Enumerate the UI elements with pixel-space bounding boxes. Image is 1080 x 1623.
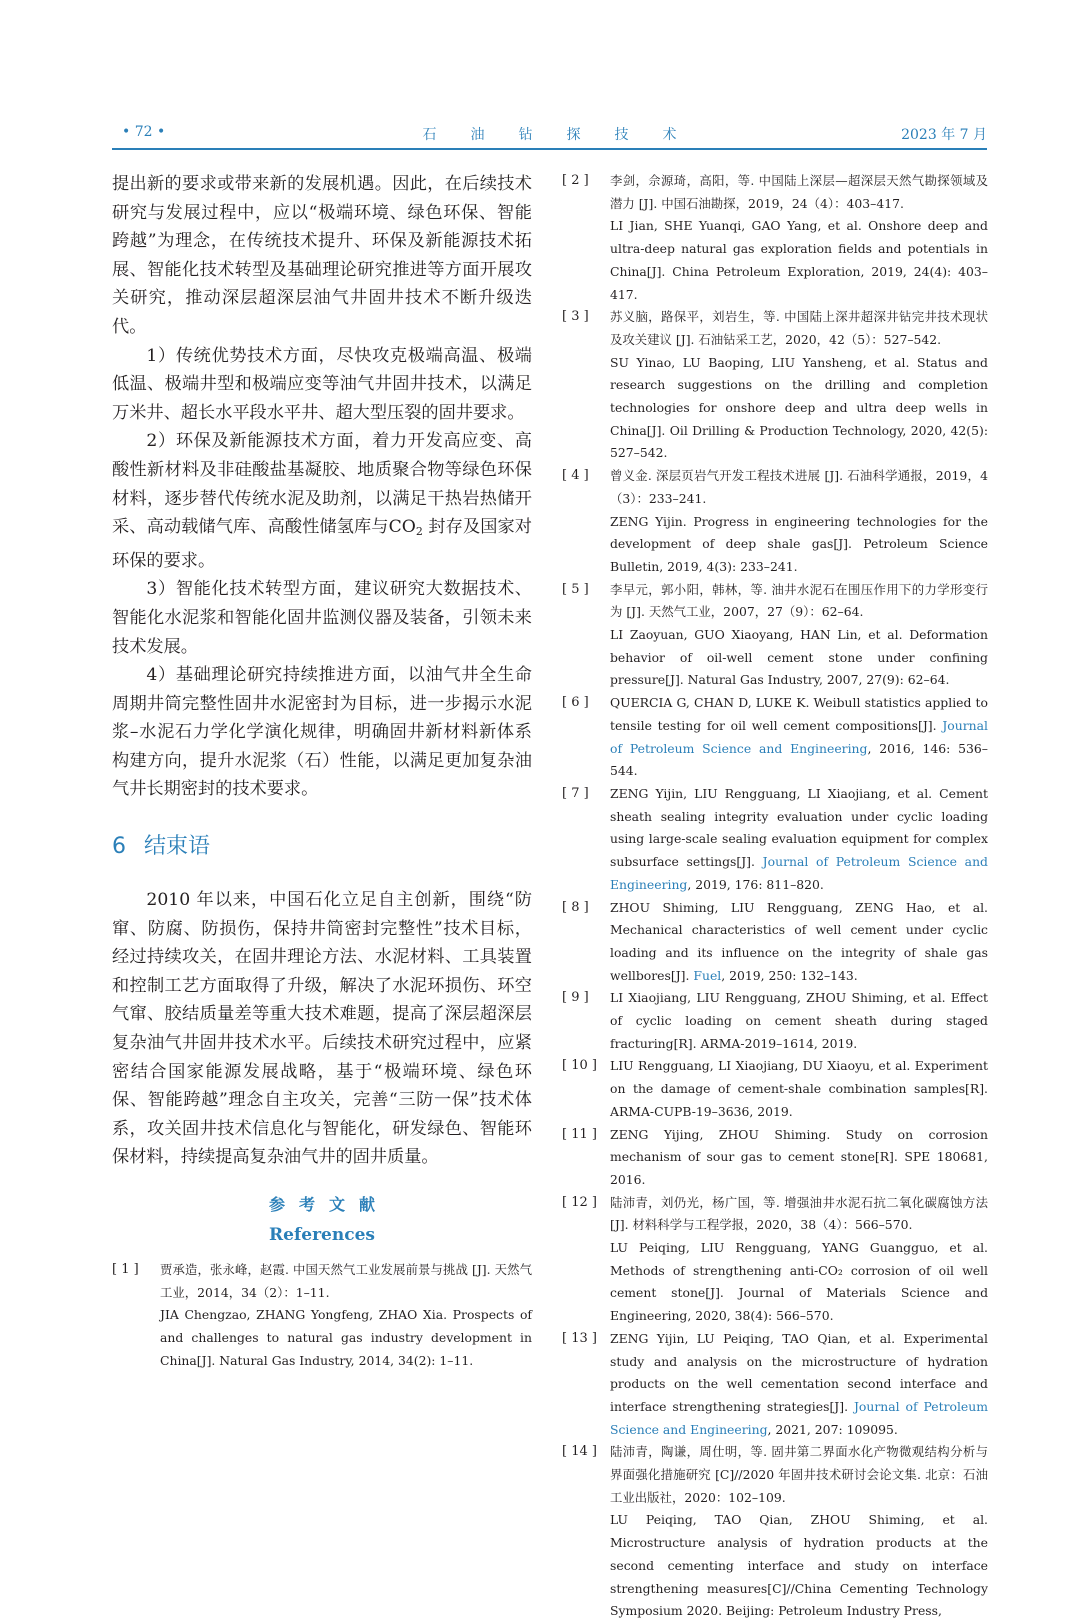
body-paragraph: 2010 年以来，中国石化立足自主创新，围绕“防窜、防腐、防损伤，保持井筒密封完整性”技术目标，经过持续攻关，在固井理论方法、水泥材料、工具装置和控制工艺方面取得了升级，解决了水泥环损伤、环空气窜、胶结质量差等重大技术难题，提高了深层超深层复杂油气井固井技术水平。后续技术研究过程中，应紧密结合国家能源发展战略，基于“极端环境、绿色环保、智能跨越”理念自主攻关，完善“三防一保”技术体系，攻关固井技术信息化与智能化，研发绿色、智能环保材料，持续提高复杂油气井的固井质量。 <box>112 890 532 1168</box>
reference-item <box>562 897 988 988</box>
reference-text: LI Xiaojiang, LIU Rengguang, ZHOU Shiming, et al. Effect of cyclic loading on cement sheath during staged fracturing[R]. ARMA-2019–1614, 2019. <box>610 990 988 1051</box>
reference-item <box>562 1328 988 1442</box>
reference-item <box>562 783 988 897</box>
reference-item <box>562 1441 988 1623</box>
page-number: • 72 • <box>122 124 166 140</box>
reference-text: 陆沛青，刘仍光，杨广国，等. 增强油井水泥石抗二氧化碳腐蚀方法 [J]. 材料科学与工程学报，2020，38（4）：566–570. <box>610 1194 988 1233</box>
body-paragraph: 4）基础理论研究持续推进方面，以油气井全生命周期井筒完整性固井水泥密封为目标，进一步揭示水泥浆–水泥石力学化学演化规律，明确固井新材料新体系构建方向，提升水泥浆（石）性能，以满足更加复杂油气井长期密封的技术要求。 <box>112 665 532 800</box>
reference-text: LU Peiqing, LIU Rengguang, YANG Guangguo, et al. Methods of strengthening anti-CO₂ corrosion of oil well cement stone[J]. Journal of Materials Science and Engineering, 2020, 38(4): 566–570. <box>610 1240 988 1324</box>
reference-text: 贾承造，张永峰，赵霞. 中国天然气工业发展前景与挑战 [J]. 天然气工业，2014，34（2）：1–11. <box>160 1262 532 1300</box>
reference-item <box>562 306 988 465</box>
journal-link[interactable]: Fuel <box>693 967 722 983</box>
reference-number: [ 12 ] <box>562 1194 597 1210</box>
reference-text: SU Yinao, LU Baoping, LIU Yansheng, et al. Status and research suggestions on the drilling and completion technologies for onshore deep and ultra deep wells in China[J]. Oil Drilling & Production Technology, 2020, 42(5): 527–542. <box>610 354 988 461</box>
reference-number: [ 2 ] <box>562 173 589 188</box>
reference-number: [ 3 ] <box>562 309 589 325</box>
reference-number: [ 8 ] <box>562 899 589 915</box>
reference-number: [ 14 ] <box>562 1444 597 1460</box>
reference-text: ZENG Yijing, ZHOU Shiming. Study on corrosion mechanism of sour gas to cement stone[R]. SPE 180681, 2016. <box>610 1126 988 1187</box>
reference-item <box>562 579 988 693</box>
reference-text: QUERCIA G, CHAN D, LUKE K. Weibull statistics applied to tensile testing for oil well cement compositions[J]. Journal of Petroleum Science and Engineering, 2016, 146: 536–544. <box>610 695 988 779</box>
reference-number: [ 9 ] <box>562 990 589 1006</box>
reference-text: LU Peiqing, TAO Qian, ZHOU Shiming, et al. Microstructure analysis of hydration products at the second cementing interface and study on interface strengthening measures[C]//China Cementing Technology Symposium 2020. Beijing: Petroleum Industry Press, <box>610 1512 988 1619</box>
right-column <box>562 170 988 1623</box>
reference-item <box>562 170 988 306</box>
journal-link[interactable]: Journal of Petroleum Science and Engineering <box>610 717 988 756</box>
reference-text: ZENG Yijin. Progress in engineering technologies for the development of deep shale gas[J]. Petroleum Science Bulletin, 2019, 4(3): 233–241. <box>610 513 988 574</box>
reference-item <box>562 1055 988 1123</box>
reference-list <box>562 170 988 1623</box>
body-paragraph: 3）智能化技术转型方面，建议研究大数据技术、智能化水泥浆和智能化固井监测仪器及装备，引领未来技术发展。 <box>112 579 532 657</box>
reference-number: [ 5 ] <box>562 581 589 597</box>
body-paragraph: 2）环保及新能源技术方面，着力开发高应变、高酸性新材料及非硅酸盐基凝胶、地质聚合物等绿色环保材料，逐步替代传统水泥及助剂，以满足干热岩热储开采、高动载储气库、高酸性储氢库与$CO_2$ 封存及国家对环保的要求。 <box>112 431 532 571</box>
reference-number: [ 10 ] <box>562 1058 597 1074</box>
reference-item <box>112 1259 532 1373</box>
reference-text: 陆沛青，陶谦，周仕明，等. 固井第二界面水化产物微观结构分析与界面强化措施研究 [C]//2020 年固井技术研讨会论文集. 北京：石油工业出版社，2020：102–109. <box>610 1444 988 1505</box>
body-paragraph: 1）传统优势技术方面，尽快攻克极端高温、极端低温、极端井型和极端应变等油气井固井技术，以满足万米井、超长水平段水平井、超大型压裂的固井要求。 <box>112 345 532 423</box>
reference-text: 李早元，郭小阳，韩林，等. 油井水泥石在围压作用下的力学形变行为 [J]. 天然气工业，2007，27（9）：62–64. <box>610 581 988 620</box>
reference-item <box>562 987 988 1055</box>
reference-item <box>562 1192 988 1328</box>
references-title: 参考文献 <box>268 1195 389 1214</box>
issue-date: 2023 年 7 月 <box>901 127 987 143</box>
reference-number: [ 6 ] <box>562 695 589 711</box>
left-column <box>112 170 532 1373</box>
reference-text: JIA Chengzao, ZHANG Yongfeng, ZHAO Xia. Prospects of and challenges to natural gas industry development in China[J]. Natural Gas Industry, 2014, 34(2): 1–11. <box>160 1307 532 1368</box>
reference-text: 曾义金. 深层页岩气开发工程技术进展 [J]. 石油科学通报，2019，4（3）：233–241. <box>610 468 988 506</box>
reference-number: [ 13 ] <box>562 1330 597 1346</box>
reference-text: ZENG Yijin, LIU Rengguang, LI Xiaojiang, et al. Cement sheath sealing integrity evaluation under cyclic loading using large-scale sealing evaluation equipment for complex subsurface settings[J]. Journal of Petroleum Science and Engineering, 2019, 176: 811–820. <box>610 785 988 892</box>
reference-text: LIU Rengguang, LI Xiaojiang, DU Xiaoyu, et al. Experiment on the damage of cement-shale combination samples[R]. ARMA-CUPB-19–3636, 2019. <box>610 1058 988 1119</box>
reference-number: [ 11 ] <box>562 1126 597 1142</box>
reference-number: [ 7 ] <box>562 785 589 801</box>
reference-item <box>562 1124 988 1192</box>
reference-item <box>562 465 988 579</box>
references-title-en: References <box>269 1225 375 1245</box>
reference-number: [ 1 ] <box>112 1262 139 1277</box>
body-paragraph: 提出新的要求或带来新的发展机遇。因此，在后续技术研究与发展过程中，应以“极端环境、绿色环保、智能跨越”为理念，在传统技术提升、环保及新能源技术拓展、智能化技术转型及基础理论研究推进等方面开展攻关研究，推动深层超深层油气井固井技术不断升级迭代。 <box>112 174 532 337</box>
section-heading: 6 结束语 <box>112 834 211 860</box>
reference-number: [ 4 ] <box>562 468 589 484</box>
reference-text: 李剑，佘源琦，高阳，等. 中国陆上深层—超深层天然气勘探领域及潜力 [J]. 中国石油勘探，2019，24（4）：403–417. <box>610 173 988 211</box>
journal-name: 石油钻探技术 <box>422 127 711 143</box>
reference-text: LI Zaoyuan, GUO Xiaoyang, HAN Lin, et al. Deformation behavior of oil-well cement stone under confining pressure[J]. Natural Gas Industry, 2007, 27(9): 62–64. <box>610 627 988 688</box>
reference-text: 苏义脑，路保平，刘岩生，等. 中国陆上深井超深井钻完井技术现状及攻关建议 [J]. 石油钻采工艺，2020，42（5）：527–542. <box>610 309 988 347</box>
page-header <box>112 122 987 150</box>
reference-item <box>562 692 988 783</box>
reference-text: ZHOU Shiming, LIU Rengguang, ZENG Hao, et al. Mechanical characteristics of well cement under cyclic loading and its influence on the integrity of shale gas wellbores[J]. Fuel, 2019, 250: 132–143. <box>610 899 988 983</box>
reference-list <box>112 1259 532 1373</box>
reference-text: ZENG Yijin, LU Peiqing, TAO Qian, et al. Experimental study and analysis on the microstructure of hydration products on the well cementation second interface and interface strengthening strategies[J]. Journal of Petroleum Science and Engineering, 2021, 207: 109095. <box>610 1330 988 1437</box>
journal-link[interactable]: Journal of Petroleum Science and Engineering <box>610 854 988 892</box>
reference-text: LI Jian, SHE Yuanqi, GAO Yang, et al. Onshore deep and ultra-deep natural gas exploration fields and potentials in China[J]. China Petroleum Exploration, 2019, 24(4): 403–417. <box>610 218 988 302</box>
journal-link[interactable]: Journal of Petroleum Science and Engineering <box>610 1398 988 1437</box>
